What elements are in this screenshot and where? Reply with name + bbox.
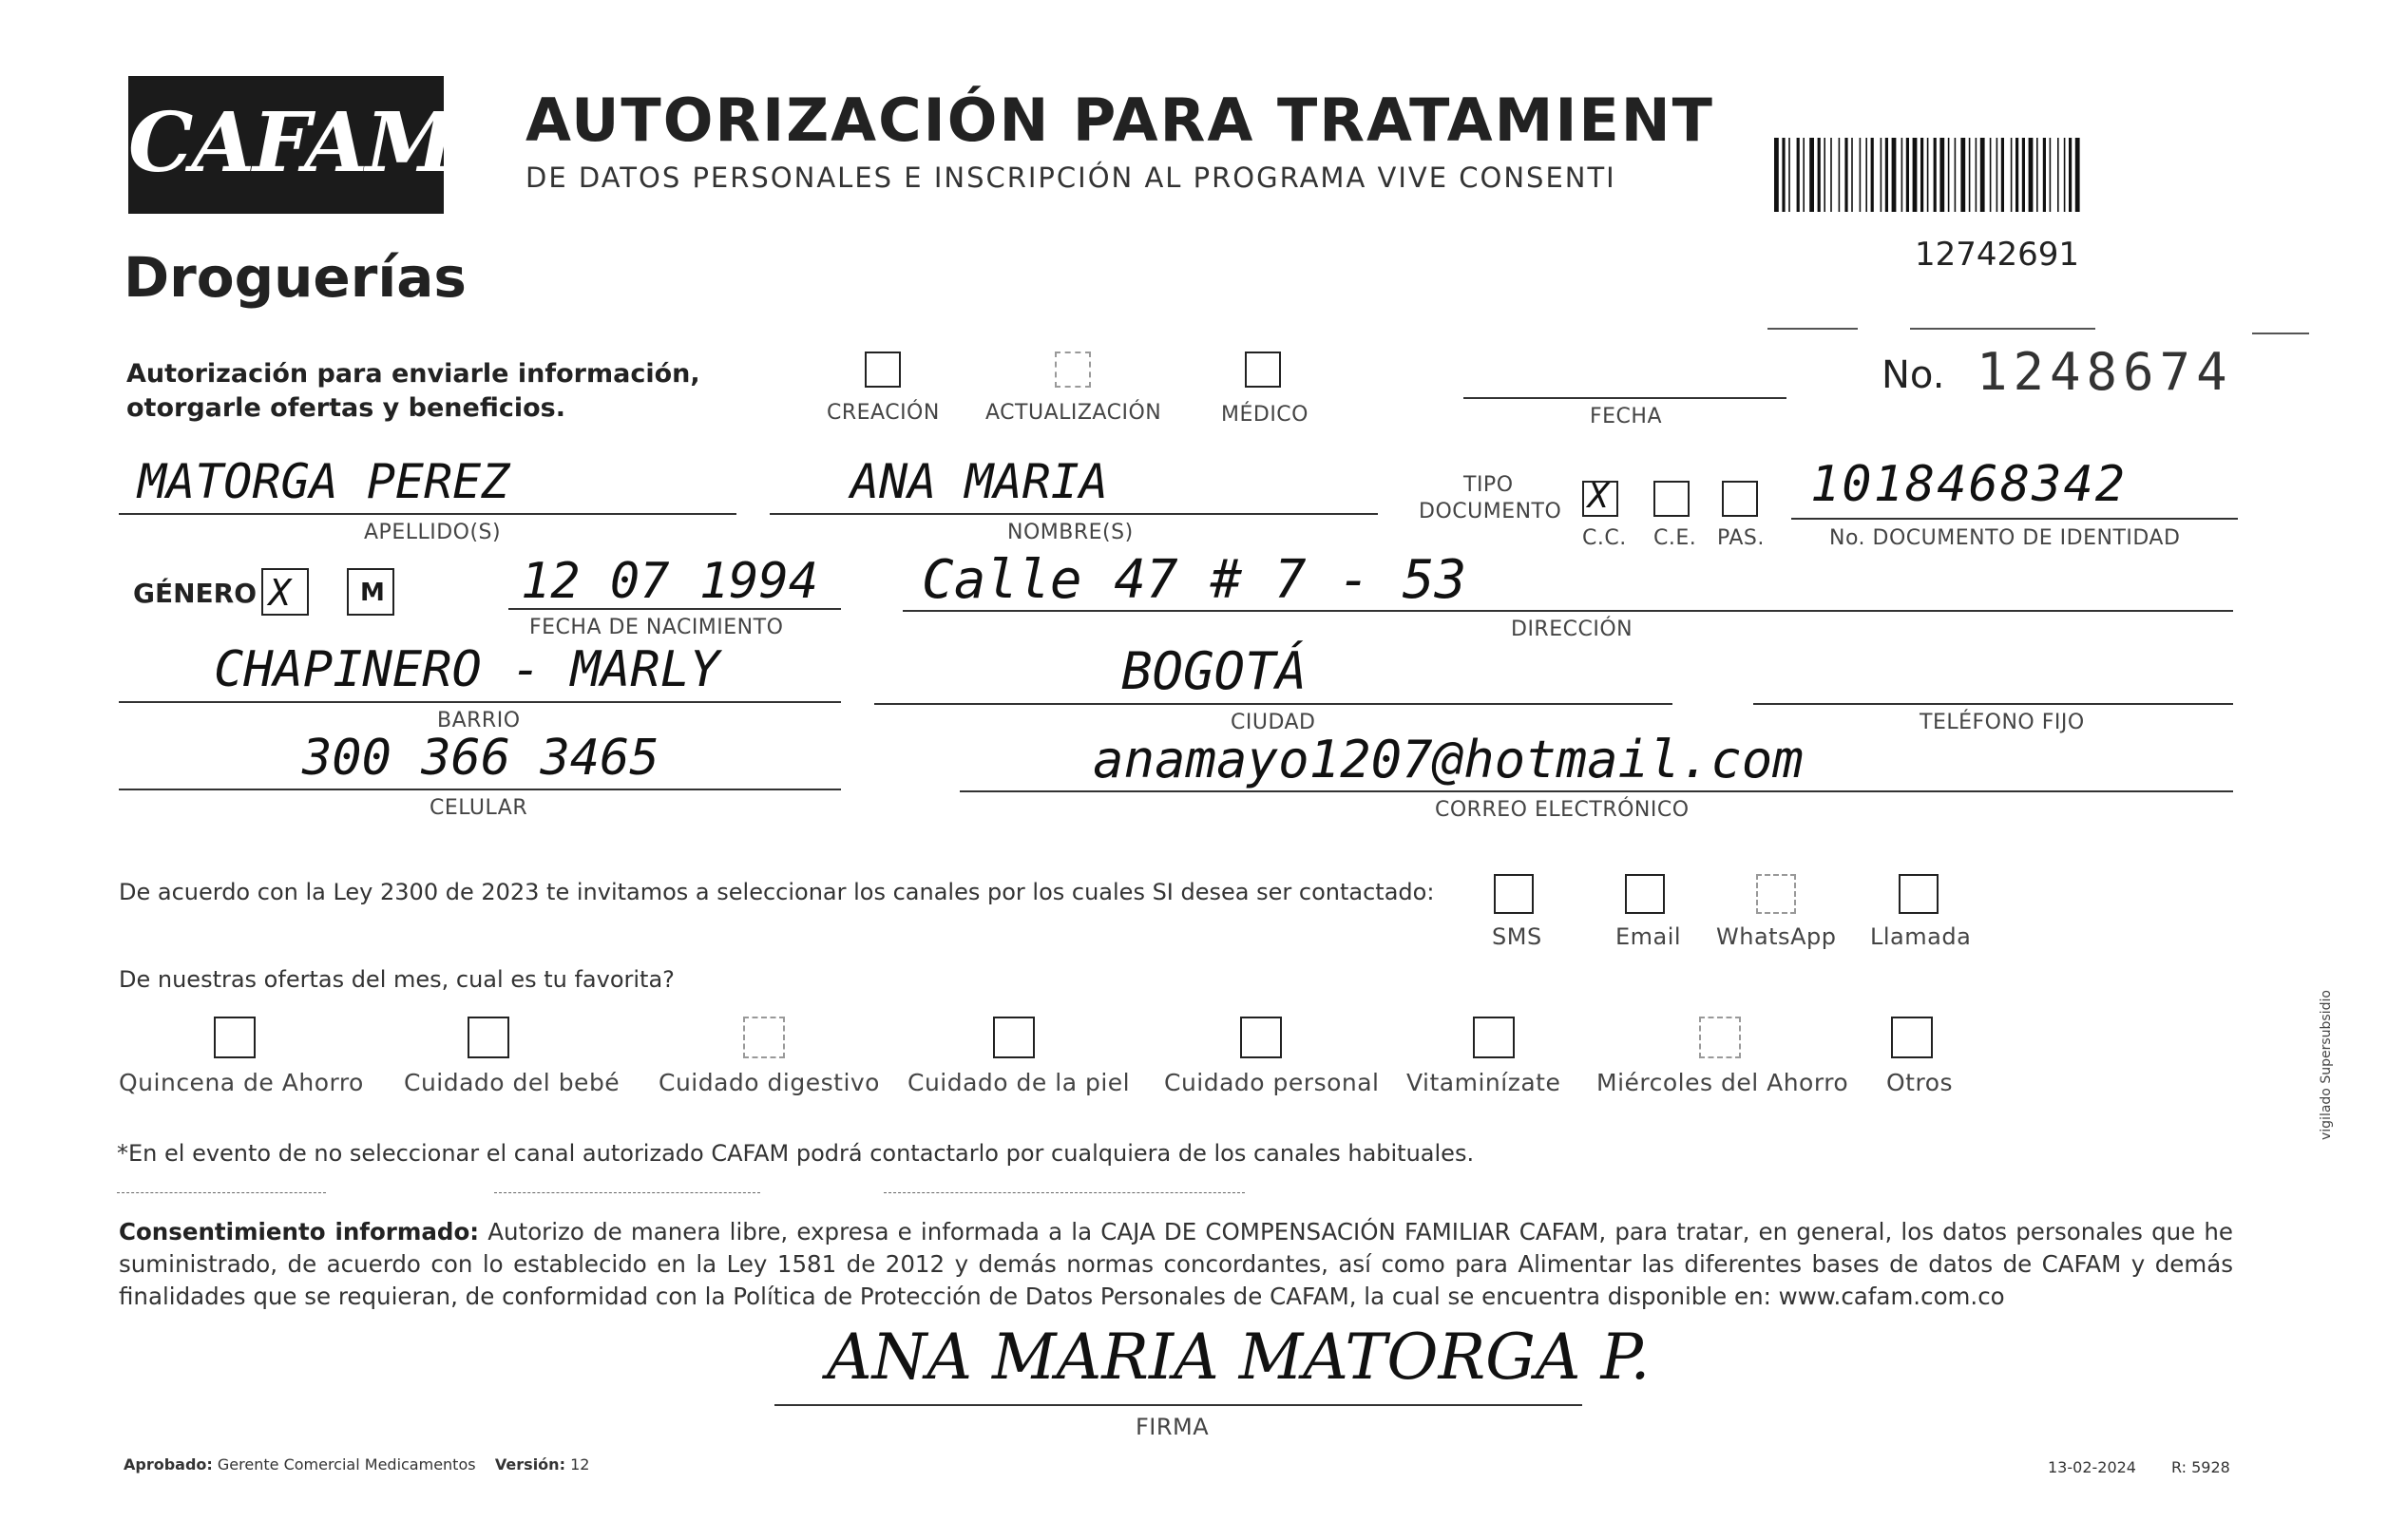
genero-label: GÉNERO	[133, 578, 258, 609]
email-label: Email	[1615, 923, 1682, 950]
offer-label: Otros	[1886, 1069, 1954, 1096]
documento-line	[1791, 518, 2238, 520]
barrio-label: BARRIO	[437, 709, 521, 732]
offer-checkbox[interactable]	[468, 1017, 509, 1058]
barrio-value[interactable]: CHAPINERO - MARLY	[214, 641, 720, 698]
offers-prompt: De nuestras ofertas del mes, cual es tu favorita?	[119, 966, 675, 993]
whatsapp-checkbox[interactable]	[1756, 874, 1796, 914]
offer-checkbox[interactable]	[1240, 1017, 1282, 1058]
channels-prompt: De acuerdo con la Ley 2300 de 2023 te invitamos a seleccionar los canales por los cuales SI desea ser contactado:	[119, 879, 1435, 905]
offer-checkbox[interactable]	[1473, 1017, 1515, 1058]
offer-checkbox[interactable]	[1891, 1017, 1933, 1058]
email-checkbox[interactable]	[1625, 874, 1665, 914]
nacimiento-label: FECHA DE NACIMIENTO	[529, 616, 784, 639]
actualizacion-checkbox[interactable]	[1055, 352, 1091, 388]
whatsapp-label: WhatsApp	[1716, 923, 1837, 950]
rule-line	[1910, 328, 2095, 330]
genero-m-checkbox[interactable]	[347, 568, 394, 616]
intro-line-1: Autorización para enviarle información,	[126, 359, 700, 389]
rule-line	[2252, 333, 2309, 334]
fecha-line	[1463, 397, 1786, 399]
signature-label: FIRMA	[1136, 1414, 1210, 1440]
sms-checkbox[interactable]	[1494, 874, 1534, 914]
nombres-value[interactable]: ANA MARIA	[850, 454, 1108, 509]
direccion-label: DIRECCIÓN	[1511, 618, 1633, 641]
offer-label: Quincena de Ahorro	[119, 1069, 364, 1096]
form-title: AUTORIZACIÓN PARA TRATAMIENT	[525, 86, 1714, 155]
direccion-value[interactable]: Calle 47 # 7 - 53	[922, 549, 1467, 611]
offer-label: Vitaminízate	[1406, 1069, 1561, 1096]
genero-m-label: M	[360, 579, 385, 607]
divider	[884, 1192, 1245, 1193]
offer-checkbox[interactable]	[1699, 1017, 1741, 1058]
nombres-line	[770, 513, 1378, 515]
sms-label: SMS	[1492, 923, 1542, 950]
correo-line	[960, 790, 2233, 792]
llamada-label: Llamada	[1870, 923, 1972, 950]
version-label: Versión:	[494, 1455, 565, 1473]
form-number-value: 1248674	[1977, 342, 2233, 402]
intro-line-2: otorgarle ofertas y beneficios.	[126, 393, 565, 423]
consent-paragraph	[119, 1216, 2233, 1313]
cc-label: C.C.	[1582, 526, 1627, 550]
offer-label: Cuidado personal	[1164, 1069, 1380, 1096]
footer-ref-code: R: 5928	[2171, 1458, 2230, 1476]
divider	[117, 1192, 326, 1193]
llamada-checkbox[interactable]	[1899, 874, 1939, 914]
offer-label: Miércoles del Ahorro	[1596, 1069, 1849, 1096]
divider	[494, 1192, 760, 1193]
pas-checkbox[interactable]	[1722, 481, 1758, 517]
medico-checkbox[interactable]	[1245, 352, 1281, 388]
note-text: *En el evento de no seleccionar el canal autorizado CAFAM podrá contactarlo por cualquiera de los canales habituales.	[117, 1140, 1475, 1167]
documento-value[interactable]: 1018468342	[1810, 456, 2128, 513]
offer-checkbox[interactable]	[214, 1017, 256, 1058]
direccion-line	[903, 610, 2233, 612]
creacion-label: CREACIÓN	[827, 401, 940, 425]
signature-value[interactable]: ANA MARIA MATORGA P.	[827, 1321, 1651, 1394]
rule-line	[1767, 328, 1858, 330]
approved-label: Aprobado:	[124, 1455, 213, 1473]
side-vertical-text: vigilado Supersubsidio	[2319, 990, 2334, 1140]
celular-line	[119, 789, 841, 790]
ce-label: C.E.	[1653, 526, 1697, 550]
footer-date-code: 13-02-2024	[2048, 1458, 2136, 1476]
barrio-line	[119, 701, 841, 703]
version-value: 12	[570, 1455, 590, 1473]
celular-label: CELULAR	[430, 796, 528, 820]
cc-check-mark: X	[1588, 477, 1609, 516]
apellidos-line	[119, 513, 736, 515]
pas-label: PAS.	[1717, 526, 1765, 550]
ciudad-value[interactable]: BOGOTÁ	[1121, 641, 1308, 701]
creacion-checkbox[interactable]	[865, 352, 901, 388]
nombres-label: NOMBRE(S)	[1007, 521, 1134, 544]
ciudad-line	[874, 703, 1672, 705]
telefono-label: TELÉFONO FIJO	[1920, 711, 2085, 734]
barcode-number: 12742691	[1915, 236, 2080, 274]
cafam-logo-text: CAFAM	[128, 95, 455, 191]
offer-checkbox[interactable]	[993, 1017, 1035, 1058]
tipo-documento-label: TIPO	[1463, 473, 1514, 497]
approved-value: Gerente Comercial Medicamentos	[217, 1455, 476, 1473]
offer-checkbox[interactable]	[743, 1017, 785, 1058]
barcode-image	[1772, 138, 2157, 212]
tipo-documento-label-2: DOCUMENTO	[1419, 500, 1562, 523]
correo-value[interactable]: anamayo1207@hotmail.com	[1093, 730, 1804, 789]
cc-checkbox[interactable]	[1582, 477, 1618, 517]
genero-f-mark: X	[269, 572, 291, 614]
genero-f-checkbox[interactable]	[261, 568, 309, 616]
footer-approval	[124, 1455, 589, 1473]
apellidos-value[interactable]: MATORGA PEREZ	[138, 454, 510, 509]
offer-label: Cuidado de la piel	[907, 1069, 1131, 1096]
form-number-label: No.	[1882, 353, 1945, 397]
consent-text: Autorizo de manera libre, expresa e informada a la CAJA DE COMPENSACIÓN FAMILIAR CAFAM, para tratar, en general, los datos personales que he suministrado, de acuerdo con lo establecido en la Ley 1581 de 2012 y demás normas concordantes, así como para Alimentar las diferentes bases de datos de CAFAM y demás finalidades que se requieran, de conformidad con la Política de Protección de Datos Personales de CAFAM, la cual se encuentra disponible en: www.cafam.com.co	[119, 1218, 2233, 1310]
correo-label: CORREO ELECTRÓNICO	[1435, 798, 1690, 822]
ce-checkbox[interactable]	[1653, 481, 1690, 517]
subbrand-title: Droguerías	[124, 245, 467, 310]
documento-label: No. DOCUMENTO DE IDENTIDAD	[1829, 526, 2181, 550]
nacimiento-line	[508, 608, 841, 610]
signature-line	[774, 1404, 1582, 1406]
apellidos-label: APELLIDO(S)	[364, 521, 502, 544]
fecha-label: FECHA	[1590, 405, 1663, 428]
form-subtitle: DE DATOS PERSONALES E INSCRIPCIÓN AL PROGRAMA VIVE CONSENTI	[525, 162, 1616, 194]
consent-label: Consentimiento informado:	[119, 1218, 480, 1245]
actualizacion-label: ACTUALIZACIÓN	[985, 401, 1162, 425]
ciudad-label: CIUDAD	[1231, 711, 1316, 734]
nacimiento-value[interactable]: 12 07 1994	[521, 553, 819, 610]
medico-label: MÉDICO	[1221, 403, 1309, 427]
offer-label: Cuidado del bebé	[404, 1069, 621, 1096]
celular-value[interactable]: 300 366 3465	[302, 730, 659, 787]
offer-label: Cuidado digestivo	[659, 1069, 880, 1096]
telefono-line	[1753, 703, 2233, 705]
